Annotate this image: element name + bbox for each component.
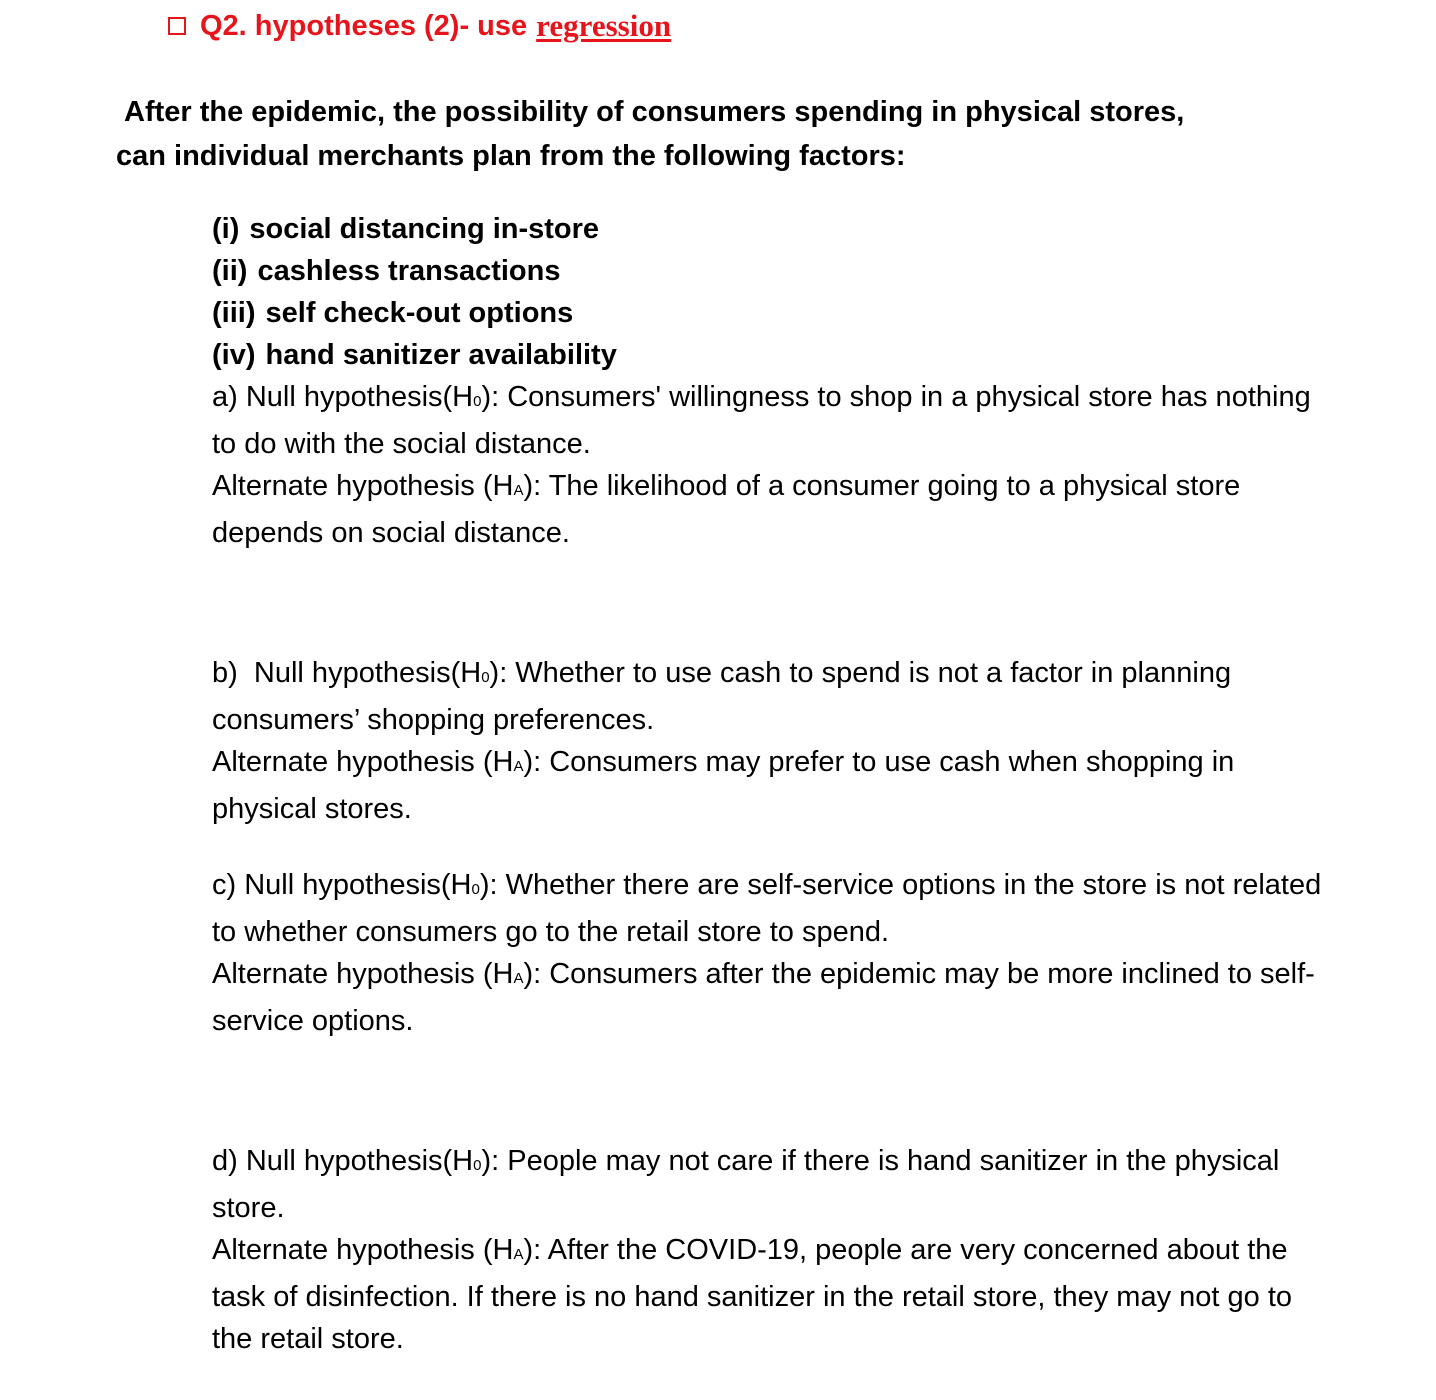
null-text: ): Whether to use cash to spend is not a factor in planning consumers’ shopping preferences. xyxy=(212,657,1232,736)
null-text: ): People may not care if there is hand sanitizer in the physical store. xyxy=(212,1145,1280,1224)
alt-subscript: A xyxy=(513,1246,524,1263)
alt-prefix: Alternate hypothesis (H xyxy=(212,470,514,502)
empty-checkbox-icon[interactable] xyxy=(168,17,186,35)
alt-subscript: A xyxy=(513,758,524,775)
intro-line-2: can individual merchants plan from the following factors: xyxy=(116,140,906,172)
alt-prefix: Alternate hypothesis (H xyxy=(212,746,514,778)
alt-subscript: A xyxy=(513,970,524,987)
hypothesis-label: d) xyxy=(212,1145,238,1177)
alt-text: ): Consumers after the epidemic may be more inclined to self-service options. xyxy=(212,958,1315,1037)
null-prefix: Null hypothesis(H xyxy=(244,869,472,901)
null-text: ): Whether there are self-service options in the store is not related to whether consumers go to the retail store to spend. xyxy=(212,869,1322,948)
hypothesis-b xyxy=(212,652,1332,830)
null-prefix: Null hypothesis(H xyxy=(253,657,482,689)
intro-paragraph xyxy=(116,90,1356,178)
alt-text: ): After the COVID-19, people are very concerned about the task of disinfection. If there is no hand sanitizer in the retail store, they may not go to the retail store. xyxy=(212,1234,1293,1355)
hypothesis-a xyxy=(212,376,1332,554)
null-hypothesis xyxy=(212,652,1332,741)
question-header xyxy=(168,6,671,46)
factor-number: (i) xyxy=(212,213,240,245)
alternate-hypothesis xyxy=(212,465,1332,554)
null-subscript: 0 xyxy=(471,881,480,898)
null-prefix: Null hypothesis(H xyxy=(245,1145,474,1177)
null-subscript: 0 xyxy=(473,393,482,410)
factor-number: (iv) xyxy=(212,339,256,371)
factor-item xyxy=(212,208,617,250)
factor-item xyxy=(212,250,617,292)
null-hypothesis xyxy=(212,1140,1332,1229)
hypothesis-d xyxy=(212,1140,1332,1360)
hypothesis-c xyxy=(212,864,1332,1042)
alt-prefix: Alternate hypothesis (H xyxy=(212,1234,514,1266)
null-prefix: Null hypothesis(H xyxy=(245,381,474,413)
alternate-hypothesis xyxy=(212,953,1332,1042)
factor-list xyxy=(212,208,617,376)
alternate-hypothesis xyxy=(212,1229,1332,1360)
alt-subscript: A xyxy=(513,482,524,499)
alternate-hypothesis xyxy=(212,741,1332,830)
factor-number: (iii) xyxy=(212,297,256,329)
null-subscript: 0 xyxy=(481,669,490,686)
factor-text: self check-out options xyxy=(265,297,574,329)
alt-prefix: Alternate hypothesis (H xyxy=(212,958,514,990)
question-title: Q2. hypotheses (2)- use xyxy=(200,9,528,42)
factor-text: hand sanitizer availability xyxy=(265,339,617,371)
alt-text: ): Consumers may prefer to use cash when shopping in physical stores. xyxy=(212,746,1235,825)
factor-text: social distancing in-store xyxy=(249,213,600,245)
factor-text: cashless transactions xyxy=(257,255,561,287)
hypothesis-label: b) xyxy=(212,657,238,689)
hypothesis-label: a) xyxy=(212,381,238,413)
null-text: ): Consumers' willingness to shop in a physical store has nothing to do with the social distance. xyxy=(212,381,1311,460)
null-hypothesis xyxy=(212,376,1332,465)
regression-link[interactable]: regression xyxy=(536,8,672,43)
factor-item xyxy=(212,334,617,376)
null-hypothesis xyxy=(212,864,1332,953)
factor-number: (ii) xyxy=(212,255,248,287)
intro-line-1: After the epidemic, the possibility of consumers spending in physical stores, xyxy=(124,96,1185,128)
hypothesis-label: c) xyxy=(212,869,237,901)
factor-item xyxy=(212,292,617,334)
null-subscript: 0 xyxy=(473,1157,482,1174)
alt-text: ): The likelihood of a consumer going to a physical store depends on social distance. xyxy=(212,470,1241,549)
